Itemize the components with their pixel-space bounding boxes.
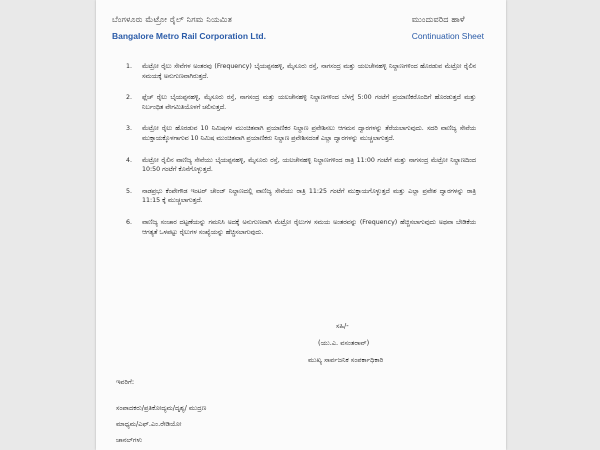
list-item: [126, 156, 476, 175]
org-name-kannada: ಬೆಂಗಳೂರು ಮೆಟ್ರೋ ರೈಲ್ ನಿಗಮ ನಿಯಮಿತ: [112, 15, 233, 24]
list-item: [126, 124, 476, 143]
recipients-label: ಇವರಿಗೆ:: [116, 378, 135, 386]
continuation-english: Continuation Sheet: [411, 31, 484, 41]
recipient-line: ಸಂಪಾದಕರು/ಪ್ರತಿಕೋದ್ಯಮ/ದೃಶ್ಯ/ ಮುದ್ರಣ: [116, 404, 207, 412]
signatory-title: ಮುಖ್ಯ ಸಾರ್ವಜನಿಕ ಸಂಪರ್ಕಾಧಿಕಾರಿ: [308, 356, 384, 364]
item-text: ಫ್ಲೆಚ್ ರೈಲು ಬೈಯಪ್ಪನಹಳ್ಳಿ, ಮೈಸೂರು ರಸ್ತೆ, ನಾಗಸಂದ್ರ ಮತ್ತು ಯಲಚೇನಹಳ್ಳಿ ನಿಲ್ದಾಣಗಳಿಂದ ಬೆಳಗ್ಗೆ 5:00 ಗಂಟೆಗೆ ಪ್ರಯಾಣಿಕರೊಂದಿಗೆ ಹೊರಡುತ್ತದೆ ಮತ್ತು ನಿರ್ಬಂಧಿತ ವೇಗಮಿತಿಯೊಳಗೆ ಚಲಿಸುತ್ತದೆ.: [142, 94, 476, 111]
item-number: 2.: [126, 94, 133, 102]
continuation-header: [412, 15, 484, 41]
list-item: [126, 187, 476, 206]
document-page: [96, 0, 506, 450]
continuation-kannada: ಮುಂದುವರಿದ ಹಾಳೆ: [411, 15, 465, 24]
org-header: [112, 15, 266, 41]
item-text: ಮೆಟ್ರೋ ರೈಲು ಸೇವೆಗಳ ಅಂತರವು (Frequency) ಬೈಯಪ್ಪನಹಳ್ಳಿ, ಮೈಸೂರು ರಸ್ತೆ, ನಾಗಸಂದ್ರ ಮತ್ತು ಯಲಚೇನಹಳ್ಳಿ ನಿಲ್ದಾಣಗಳಿಂದ ಹೊರಡುವ ಮೆಟ್ರೋ ರೈಲಿನ ಸಮಯಕ್ಕೆ ಅನುಗುಣವಾಗಿರುತ್ತದೆ.: [142, 63, 476, 80]
item-number: 5.: [126, 187, 133, 195]
item-text: ನಾಡಪ್ರಭು ಕೆಂಪೇಗೌಡ ಇಂಟರ್ ಚೇಂಜ್ ನಿಲ್ದಾಣದಲ್ಲಿ ವಾಣಿಜ್ಯ ಸೇವೆಯು ರಾತ್ರಿ 11:25 ಗಂಟೆಗೆ ಮುಕ್ತಾಯಗೊಳ್ಳುತ್ತದೆ ಮತ್ತು ಎಲ್ಲಾ ಪ್ರವೇಶ ದ್ವಾರಗಳನ್ನು ರಾತ್ರಿ 11:15 ಕ್ಕೆ ಮುಚ್ಚಲಾಗುತ್ತದೆ.: [142, 187, 476, 205]
list-item: [126, 93, 476, 112]
signatory-name: (ಯು.ಎ. ವಸಂತರಾವ್): [318, 339, 370, 347]
points-list: [126, 62, 476, 249]
list-item: [126, 218, 476, 237]
recipient-line: ಮಾಧ್ಯಮ/ಎಫ್.ಎಂ.ರೇಡಿಯೋ: [116, 420, 182, 428]
org-name-english: Bangalore Metro Rail Corporation Ltd.: [112, 31, 266, 41]
recipient-line: ಚಾನಲ್‌ಗಳು: [116, 436, 143, 444]
item-text: ವಾಣಿಜ್ಯ ಸಂಚಾರ ದಟ್ಟಣೆಯನ್ನು ಗಮನಿಸಿ ಅದಕ್ಕೆ ಅನುಗುಣವಾಗಿ ಮೆಟ್ರೋ ರೈಲುಗಳ ಸಮಯ ಅಂತರವನ್ನು (Frequency) ಹೆಚ್ಚಿಸಲಾಗುವುದು ಅಥವಾ ಬೇಡಿಕೆಯ ಆಗತ್ಯತೆ ಒಳಪಟ್ಟು ರೈಲುಗಳ ಸಂಖ್ಯೆಯನ್ನು ಹೆಚ್ಚಿಸಲಾಗುವುದು.: [142, 218, 476, 236]
item-number: 3.: [126, 125, 133, 133]
item-number: 1.: [126, 63, 133, 70]
item-text: ಮೆಟ್ರೋ ರೈಲಿನ ವಾಣಿಜ್ಯ ಸೇವೆಯು ಬೈಯಪ್ಪನಹಳ್ಳಿ, ಮೈಸೂರು ರಸ್ತೆ, ಯಲಚೇನಹಳ್ಳಿ ನಿಲ್ದಾಣಗಳಿಂದ ರಾತ್ರಿ 11:00 ಗಂಟೆಗೆ ಮತ್ತು ನಾಗಸಂದ್ರ ಮೆಟ್ರೋ ನಿಲ್ದಾಣದಿಂದ 10:50 ಗಂಟೆಗೆ ಕೊನೆಗೊಳ್ಳುತ್ತದೆ.: [142, 156, 476, 174]
list-item: [126, 62, 476, 81]
item-text: ಮೆಟ್ರೋ ರೈಲು ಹೊರಡುವ 10 ನಿಮಿಷಗಳ ಮುಂಚಿತವಾಗಿ ಪ್ರಯಾಣಿಕರ ನಿಲ್ದಾಣ ಪ್ರವೇಶಿಸಲು ಆಗಮನ ದ್ವಾರಗಳನ್ನು ತೆರೆಯಲಾಗುವುದು. ಸದರಿ ವಾಣಿಜ್ಯ ಸೇವೆಯ ಮುಕ್ತಾಯಕ್ಕೊಳಗಾಗುವ 10 ನಿಮಿಷ ಮುಂಚಿತವಾಗಿ ಪ್ರಯಾಣಿಕರು ನಿಲ್ದಾಣ ಪ್ರವೇಶಿಸದಂತೆ ಎಲ್ಲಾ ದ್ವಾರಗಳನ್ನು ಮುಚ್ಚಲಾಗುತ್ತದೆ.: [142, 125, 476, 142]
item-number: 4.: [126, 156, 133, 164]
item-number: 6.: [126, 218, 133, 226]
signature-sd: ಸಹಿ/-: [336, 322, 349, 330]
